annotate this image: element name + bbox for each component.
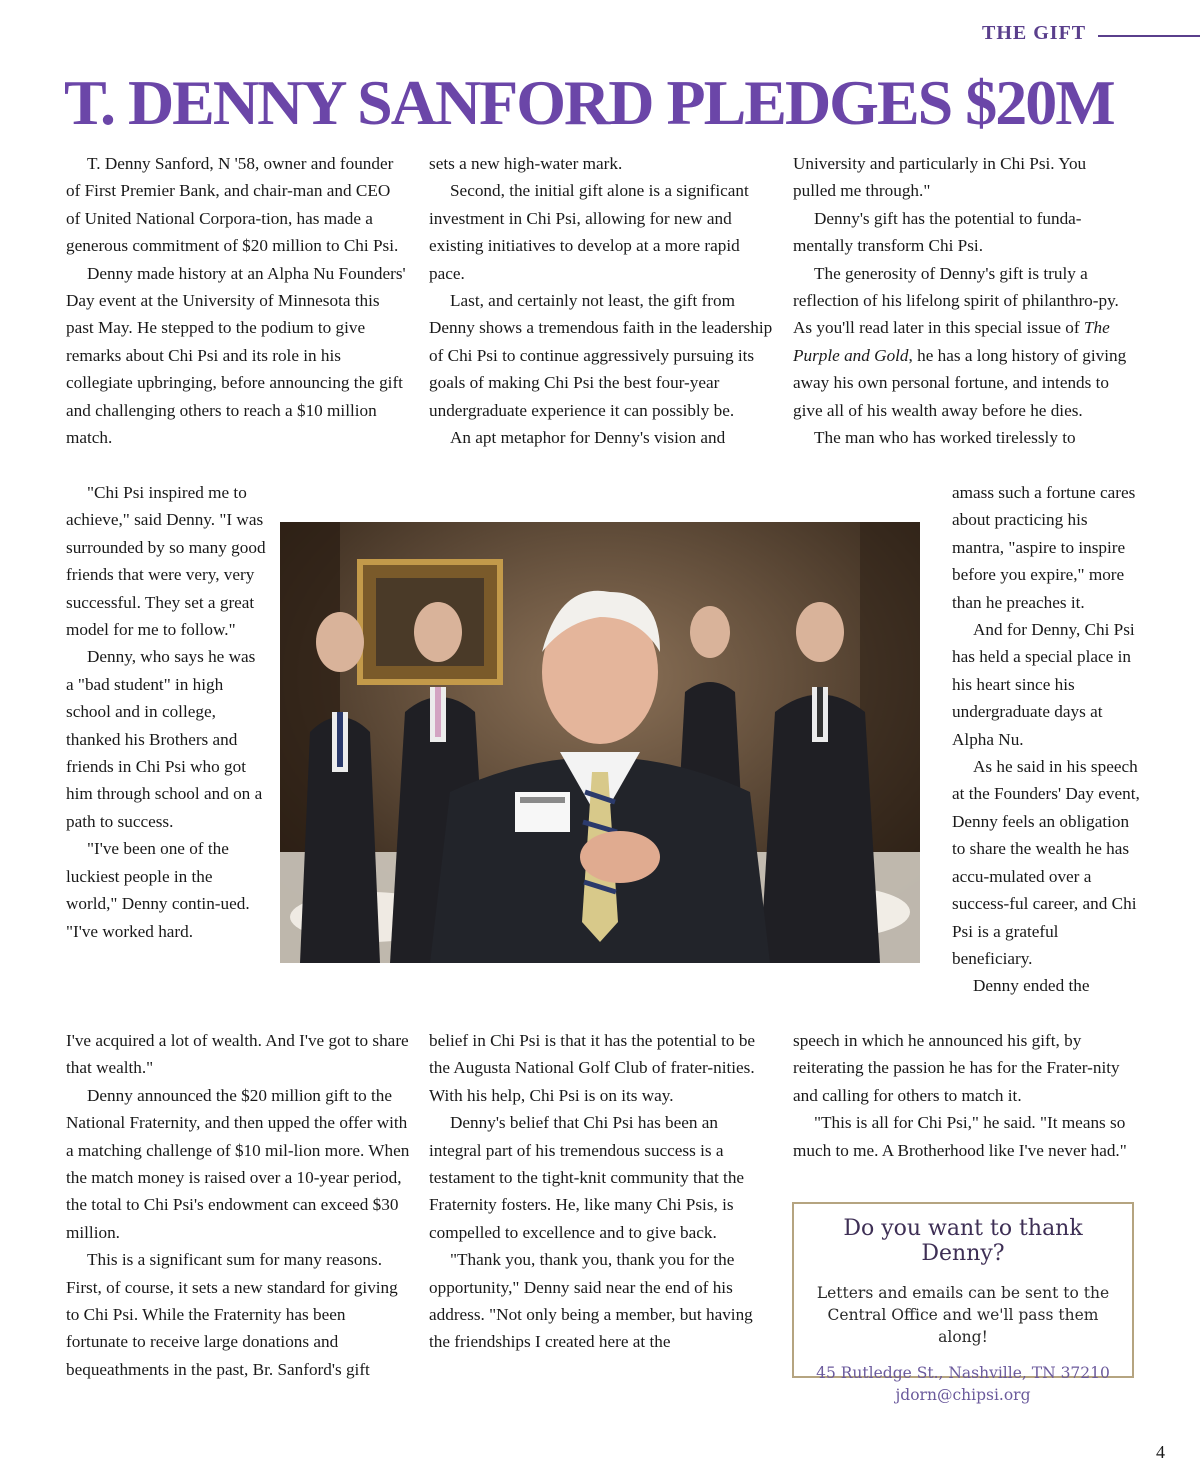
page-number: 4 bbox=[1156, 1442, 1165, 1462]
paragraph: speech in which he announced his gift, by reiterating the passion he has for the Frater-nity and calling for others to match it. bbox=[793, 1031, 1120, 1105]
paragraph-generosity bbox=[793, 260, 1133, 424]
column-1-bottom bbox=[66, 1027, 410, 1383]
callout-email-link[interactable]: jdorn@chipsi.org bbox=[895, 1386, 1031, 1404]
paragraph: Denny's belief that Chi Psi has been an integral part of his tremendous success is a testament to the tight-knit community that the Fraternity fosters. He, like many Chi Psis, is compelled to excellence and to give back. bbox=[429, 1113, 745, 1242]
paragraph: Denny made history at an Alpha Nu Founders' Day event at the University of Minnesota this past May. He stepped to the podium to give remarks about Chi Psi and its role in his collegiate upbringing, before announcing the gift and challenging others to reach a $10 million match. bbox=[66, 263, 406, 448]
callout-address: 45 Rutledge St., Nashville, TN 37210 bbox=[816, 1364, 1110, 1382]
paragraph: The man who has worked tirelessly to bbox=[814, 428, 1076, 448]
callout-body: Letters and emails can be sent to the Central Office and we'll pass them along! bbox=[816, 1284, 1110, 1346]
paragraph: Denny, who says he was a "bad student" in high school and in college, thanked his Brothers and friends in Chi Psi who got him through school and on a path to success. bbox=[66, 647, 263, 831]
paragraph: amass such a fortune cares about practicing his mantra, "aspire to inspire before you expire," more than he preaches it. bbox=[952, 483, 1136, 612]
text-run: The generosity of Denny's gift is truly a reflection of his lifelong spirit of philanthro-py. As you'll read later in this special issue of bbox=[793, 263, 1119, 338]
paragraph: T. Denny Sanford, N '58, owner and founder of First Premier Bank, and chair-man and CEO of United National Corpora-tion, has made a generous commitment of $20 million to Chi Psi. bbox=[66, 154, 399, 256]
event-photo bbox=[280, 522, 920, 963]
paragraph: Denny's gift has the potential to funda-mentally transform Chi Psi. bbox=[793, 208, 1082, 256]
paragraph: "I've been one of the luckiest people in the world," Denny contin-ued. "I've worked hard. bbox=[66, 839, 250, 941]
column-1-narrow bbox=[66, 479, 266, 945]
paragraph: Denny announced the $20 million gift to the National Fraternity, and then upped the offer with a matching challenge of $10 mil-lion more. When the match money is raised over a 10-year period, the total to Chi Psi's endowment can exceed $30 million. bbox=[66, 1085, 410, 1242]
column-2-bottom bbox=[429, 1027, 773, 1356]
event-photo-illustration bbox=[280, 522, 920, 963]
paragraph: And for Denny, Chi Psi has held a special place in his heart since his undergraduate days at Alpha Nu. bbox=[952, 620, 1135, 749]
paragraph: As he said in his speech at the Founders' Day event, Denny feels an obligation to share the wealth he has accu-mulated over a success-ful career, and Chi Psi is a grateful beneficiary. bbox=[952, 757, 1140, 968]
section-tag: THE GIFT bbox=[982, 22, 1087, 44]
callout-title: Do you want to thank Denny? bbox=[843, 1216, 1083, 1266]
column-1-top bbox=[66, 150, 408, 451]
thank-denny-callout bbox=[792, 1202, 1134, 1404]
paragraph: "This is all for Chi Psi," he said. "It means so much to me. A Brotherhood like I've never had." bbox=[793, 1113, 1127, 1160]
paragraph: This is a significant sum for many reasons. First, of course, it sets a new standard for giving to Chi Psi. While the Fraternity has been fortunate to receive large donations and bequeathments in the past, Br. Sanford's gift bbox=[66, 1250, 398, 1379]
paragraph: Second, the initial gift alone is a significant investment in Chi Psi, allowing for new and existing initiatives to develop at a more rapid pace. bbox=[429, 181, 749, 283]
text-run: , he has a long history of giving away his own personal fortune, and intends to give all of his wealth away before he dies. bbox=[793, 345, 1127, 420]
section-rule bbox=[1098, 35, 1200, 37]
column-3-top bbox=[793, 150, 1133, 451]
paragraph: "Chi Psi inspired me to achieve," said Denny. "I was surrounded by so many good friends that were very, very successful. They set a great model for me to follow." bbox=[66, 483, 266, 640]
paragraph: belief in Chi Psi is that it has the potential to be the Augusta National Golf Club of frater-nities. With his help, Chi Psi is on its way. bbox=[429, 1031, 756, 1105]
paragraph: Last, and certainly not least, the gift from Denny shows a tremendous faith in the leadership of Chi Psi to continue aggressively pursuing its goals of making Chi Psi the best four-year undergraduate experience it can possibly be. bbox=[429, 291, 773, 420]
headline: T. DENNY SANFORD PLEDGES $20M bbox=[64, 67, 1114, 138]
magazine-title: The Purple and Gold bbox=[793, 318, 1110, 365]
paragraph: Denny ended the bbox=[973, 976, 1090, 996]
paragraph: University and particularly in Chi Psi. You pulled me through." bbox=[793, 154, 1087, 201]
paragraph: sets a new high-water mark. bbox=[429, 154, 623, 173]
column-3-narrow bbox=[952, 479, 1142, 1000]
paragraph: An apt metaphor for Denny's vision and bbox=[450, 428, 726, 448]
paragraph: I've acquired a lot of wealth. And I've got to share that wealth." bbox=[66, 1031, 409, 1078]
column-2-top bbox=[429, 150, 773, 451]
column-3-bottom bbox=[793, 1027, 1133, 1164]
paragraph: "Thank you, thank you, thank you for the opportunity," Denny said near the end of his address. "Not only being a member, but having the friendships I created here at the bbox=[429, 1250, 753, 1352]
